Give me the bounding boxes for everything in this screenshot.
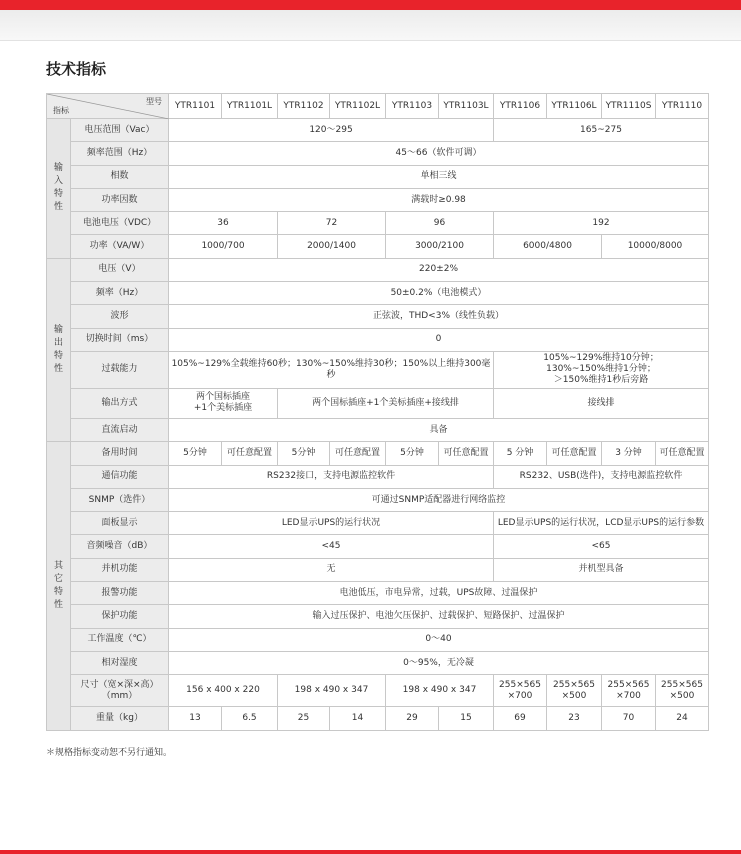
table-row (47, 258, 709, 281)
model-header: YTR1102 (278, 94, 330, 119)
cell-value: 25 (278, 707, 330, 730)
group-other: 其它特性 (47, 442, 71, 730)
cell-line: ×700 (616, 690, 641, 701)
cell-line: 255×565 (499, 679, 541, 690)
model-header: YTR1110 (656, 94, 709, 119)
row-label: 功率因数 (71, 188, 169, 211)
cell-value: 可任意配置 (547, 442, 602, 465)
cell-value: 29 (386, 707, 439, 730)
cell-value: 50±0.2%（电池模式） (169, 282, 709, 305)
row-label: 并机功能 (71, 558, 169, 581)
cell-value: 220±2% (169, 258, 709, 281)
row-label: 直流启动 (71, 418, 169, 441)
table-row (47, 235, 709, 258)
header-row (47, 94, 709, 119)
table-row (47, 512, 709, 535)
table-row (47, 351, 709, 388)
cell-value: 105%~129%全载维持60秒；130%~150%维持30秒；150%以上维持300毫秒 (169, 351, 494, 388)
row-label: 电压范围（Vac） (71, 119, 169, 142)
table-row (47, 305, 709, 328)
cell-value: 23 (547, 707, 602, 730)
row-label-line: 尺寸（宽×深×高） (80, 679, 159, 690)
cell-line: 255×565 (661, 679, 703, 690)
table-row (47, 212, 709, 235)
cell-line: 130%~150%维持1分钟； (546, 364, 656, 375)
cell-value: 可任意配置 (222, 442, 278, 465)
table-row (47, 488, 709, 511)
table-row (47, 582, 709, 605)
cell-value: 可任意配置 (330, 442, 386, 465)
cell-value: 198 x 490 x 347 (386, 675, 494, 707)
header-band (0, 10, 741, 41)
corner-header (47, 94, 169, 119)
table-row (47, 651, 709, 674)
cell-value: 可任意配置 (439, 442, 494, 465)
cell-value: 96 (386, 212, 494, 235)
cell-value: 165~275 (494, 119, 709, 142)
cell-value: 120～295 (169, 119, 494, 142)
cell-value (602, 675, 656, 707)
table-row (47, 328, 709, 351)
table-row (47, 142, 709, 165)
cell-value (547, 675, 602, 707)
row-label: 功率（VA/W） (71, 235, 169, 258)
cell-value: 69 (494, 707, 547, 730)
model-header: YTR1101L (222, 94, 278, 119)
table-row (47, 628, 709, 651)
bottom-accent-bar (0, 850, 741, 854)
table-row (47, 675, 709, 707)
table-row (47, 535, 709, 558)
cell-value: 电池低压，市电异常，过载，UPS故障、过温保护 (169, 582, 709, 605)
cell-value: 单相三线 (169, 165, 709, 188)
cell-line: +1个美标插座 (193, 403, 253, 414)
cell-value: RS232、USB(选件)，支持电源监控软件 (494, 465, 709, 488)
cell-line: 两个国标插座 (195, 392, 250, 403)
cell-value: LED显示UPS的运行状况 (169, 512, 494, 535)
cell-value: 两个国标插座+1个美标插座+接线排 (278, 388, 494, 418)
cell-line: ＞150%维持1秒后旁路 (553, 375, 649, 386)
cell-value: 3000/2100 (386, 235, 494, 258)
row-label: 报警功能 (71, 582, 169, 605)
cell-value: 接线排 (494, 388, 709, 418)
cell-line: 255×565 (607, 679, 650, 690)
table-row (47, 707, 709, 730)
cell-value: <45 (169, 535, 494, 558)
table-row (47, 442, 709, 465)
cell-value: 6.5 (222, 707, 278, 730)
footnote: ＊规格指标变动恕不另行通知。 (46, 748, 173, 758)
cell-value (494, 675, 547, 707)
cell-line: ×500 (669, 690, 695, 701)
cell-value: 14 (330, 707, 386, 730)
model-header: YTR1103L (439, 94, 494, 119)
row-label: 电压（V） (71, 258, 169, 281)
cell-value: 70 (602, 707, 656, 730)
cell-value: 72 (278, 212, 386, 235)
table-row (47, 282, 709, 305)
cell-value: 198 x 490 x 347 (278, 675, 386, 707)
cell-value: 输入过压保护、电池欠压保护、过载保护、短路保护、过温保护 (169, 605, 709, 628)
table-row (47, 558, 709, 581)
table-row (47, 418, 709, 441)
table-row (47, 119, 709, 142)
cell-value: 0～40 (169, 628, 709, 651)
cell-value: 192 (494, 212, 709, 235)
cell-value: 5分钟 (169, 442, 222, 465)
model-header: YTR1101 (169, 94, 222, 119)
model-header: YTR1110S (602, 94, 656, 119)
cell-value: 具备 (169, 418, 709, 441)
row-label: SNMP（选件） (71, 488, 169, 511)
cell-value: 1000/700 (169, 235, 278, 258)
table-row (47, 465, 709, 488)
row-label: 相对湿度 (71, 651, 169, 674)
cell-line: ×500 (561, 690, 587, 701)
model-header: YTR1106 (494, 94, 547, 119)
cell-value: 10000/8000 (602, 235, 709, 258)
row-label: 频率（Hz） (71, 282, 169, 305)
cell-value: 可通过SNMP适配器进行网络监控 (169, 488, 709, 511)
corner-index-label: 指标 (53, 106, 69, 115)
cell-value: 5 分钟 (494, 442, 547, 465)
cell-value: LED显示UPS的运行状况，LCD显示UPS的运行参数 (494, 512, 709, 535)
cell-value: 36 (169, 212, 278, 235)
row-label: 电池电压（VDC） (71, 212, 169, 235)
cell-value: 156 x 400 x 220 (169, 675, 278, 707)
table-row (47, 388, 709, 418)
page-title: 技术指标 (46, 60, 107, 78)
cell-value (169, 388, 278, 418)
row-label: 备用时间 (71, 442, 169, 465)
cell-value: 无 (169, 558, 494, 581)
spec-table (46, 93, 709, 731)
cell-value: RS232接口，支持电源监控软件 (169, 465, 494, 488)
table-row (47, 605, 709, 628)
cell-value: <65 (494, 535, 709, 558)
cell-value: 0 (169, 328, 709, 351)
cell-value: 正弦波，THD<3%（线性负载） (169, 305, 709, 328)
cell-value: 5分钟 (386, 442, 439, 465)
cell-value: 13 (169, 707, 222, 730)
corner-model-label: 型号 (146, 97, 162, 106)
model-header: YTR1102L (330, 94, 386, 119)
row-label (71, 675, 169, 707)
row-label: 重量（kg） (71, 707, 169, 730)
model-header: YTR1103 (386, 94, 439, 119)
table-row (47, 188, 709, 211)
cell-value: 15 (439, 707, 494, 730)
cell-value: 并机型具备 (494, 558, 709, 581)
row-label: 音频噪音（dB） (71, 535, 169, 558)
cell-value: 0～95%，无冷凝 (169, 651, 709, 674)
cell-value (494, 351, 709, 388)
group-input: 输入特性 (47, 119, 71, 259)
row-label: 相数 (71, 165, 169, 188)
model-header: YTR1106L (547, 94, 602, 119)
cell-value: 满载时≥0.98 (169, 188, 709, 211)
row-label: 面板显示 (71, 512, 169, 535)
cell-value (656, 675, 709, 707)
row-label: 过载能力 (71, 351, 169, 388)
cell-value: 2000/1400 (278, 235, 386, 258)
row-label: 工作温度（℃） (71, 628, 169, 651)
row-label: 通信功能 (71, 465, 169, 488)
row-label-line: （mm） (101, 690, 138, 701)
cell-value: 可任意配置 (656, 442, 709, 465)
row-label: 波形 (71, 305, 169, 328)
cell-line: ×700 (507, 690, 533, 701)
cell-line: 255×565 (553, 679, 595, 690)
row-label: 频率范围（Hz） (71, 142, 169, 165)
cell-value: 24 (656, 707, 709, 730)
row-label: 切换时间（ms） (71, 328, 169, 351)
cell-value: 45～66（软件可调） (169, 142, 709, 165)
cell-value: 6000/4800 (494, 235, 602, 258)
cell-line: 105%~129%维持10分钟； (543, 353, 659, 364)
top-accent-bar (0, 0, 741, 10)
row-label: 保护功能 (71, 605, 169, 628)
group-output: 输出特性 (47, 258, 71, 441)
row-label: 输出方式 (71, 388, 169, 418)
cell-value: 3 分钟 (602, 442, 656, 465)
cell-value: 5分钟 (278, 442, 330, 465)
table-row (47, 165, 709, 188)
